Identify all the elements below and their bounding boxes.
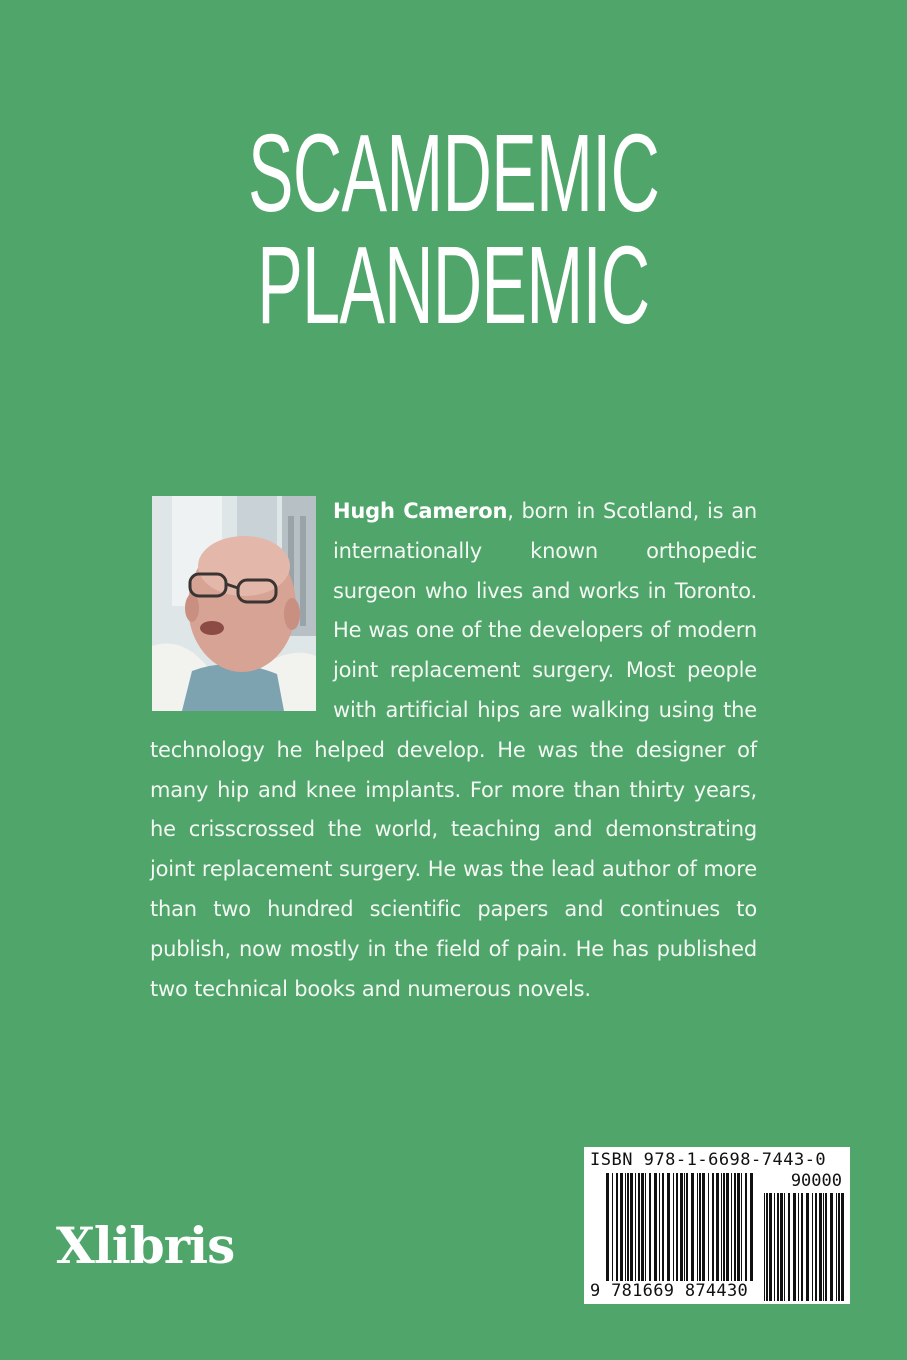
isbn-label: ISBN 978-1-6698-7443-0 [590,1150,827,1170]
publisher-logo: Xlibris [56,1216,235,1275]
price-code: 90000 [790,1171,842,1191]
barcode-digits: 9 781669 874430 [590,1281,749,1301]
author-bio [150,492,757,1009]
title-line-1: SCAMDEMIC [247,112,660,235]
author-bio-text: , born in Scotland, is an internationally known orthopedic surgeon who lives and works in Toronto. He was one of the developers of modern joint replacement surgery. Most people with artificial hips are walking using the technology he helped develop. He was the designer of many hip and knee implants. For more than thirty years, he crisscrossed the world, teaching and demonstrating joint replacement surgery. He was the lead author of more than two hundred scientific papers and continues to publish, now mostly in the field of pain. He has published two technical books and numerous novels. [150,499,757,1001]
author-portrait-image [152,496,316,711]
isbn-barcode [584,1147,850,1304]
author-name: Hugh Cameron [333,499,508,523]
author-photo [152,496,316,711]
book-title [0,112,907,347]
title-line-2: PLANDEMIC [257,224,650,347]
